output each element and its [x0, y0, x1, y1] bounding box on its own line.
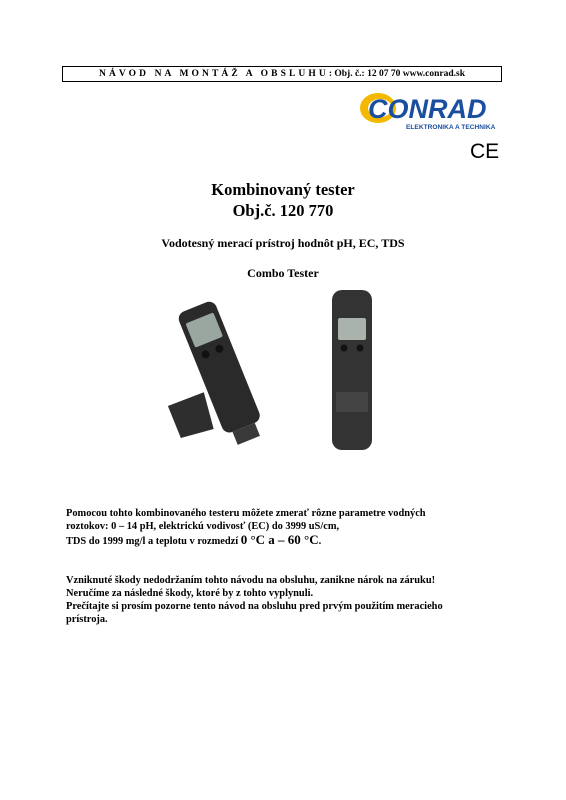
- order-number: Obj.č. 120 770: [232, 201, 334, 220]
- product-name: Combo Tester: [247, 266, 319, 280]
- product-photo: [160, 284, 410, 464]
- product-description: Vodotesný merací prístroj hodnôt pH, EC, TDS: [161, 236, 405, 250]
- header-reference: : Obj. č.: 12 07 70 www.conrad.sk: [328, 69, 466, 79]
- temperature-range: 0 °C a – 60 °C: [240, 532, 319, 547]
- ce-mark: [470, 140, 500, 163]
- logo-tagline: ELEKTRONIKA A TECHNIKA: [406, 124, 496, 131]
- warranty-paragraph: Vzniknuté škody nedodržaním tohto návodu na obsluhu, zanikne nárok na záruku! Neručíme za následné škody, ktoré by z tohto vyplynuli. Prečítajte si prosím pozorne tento návod na obsluhu pred prvým použitím meracieho prístroja.: [66, 575, 443, 625]
- tester-right-display: [338, 318, 366, 340]
- logo-brand: CONRAD: [368, 94, 487, 124]
- tester-cap: [167, 392, 214, 439]
- conrad-logo: [358, 90, 500, 132]
- document-header: [62, 66, 502, 82]
- document-title: Kombinovaný tester: [211, 180, 355, 199]
- svg-text:CE: CE: [470, 140, 500, 163]
- tester-right: [332, 290, 372, 450]
- header-title: NÁVOD NA MONTÁŽ A OBSLUHU: [98, 69, 329, 79]
- intro-paragraph: Pomocou tohto kombinovaného testeru môžete zmerať rôzne parametre vodných roztokov: 0 – 14 pH, elektrickú vodivosť (EC) do 3999 uS/cm, TDS do 1999 mg/l a teplotu v rozmedzí 0 °C a – 60 °C.: [66, 508, 426, 547]
